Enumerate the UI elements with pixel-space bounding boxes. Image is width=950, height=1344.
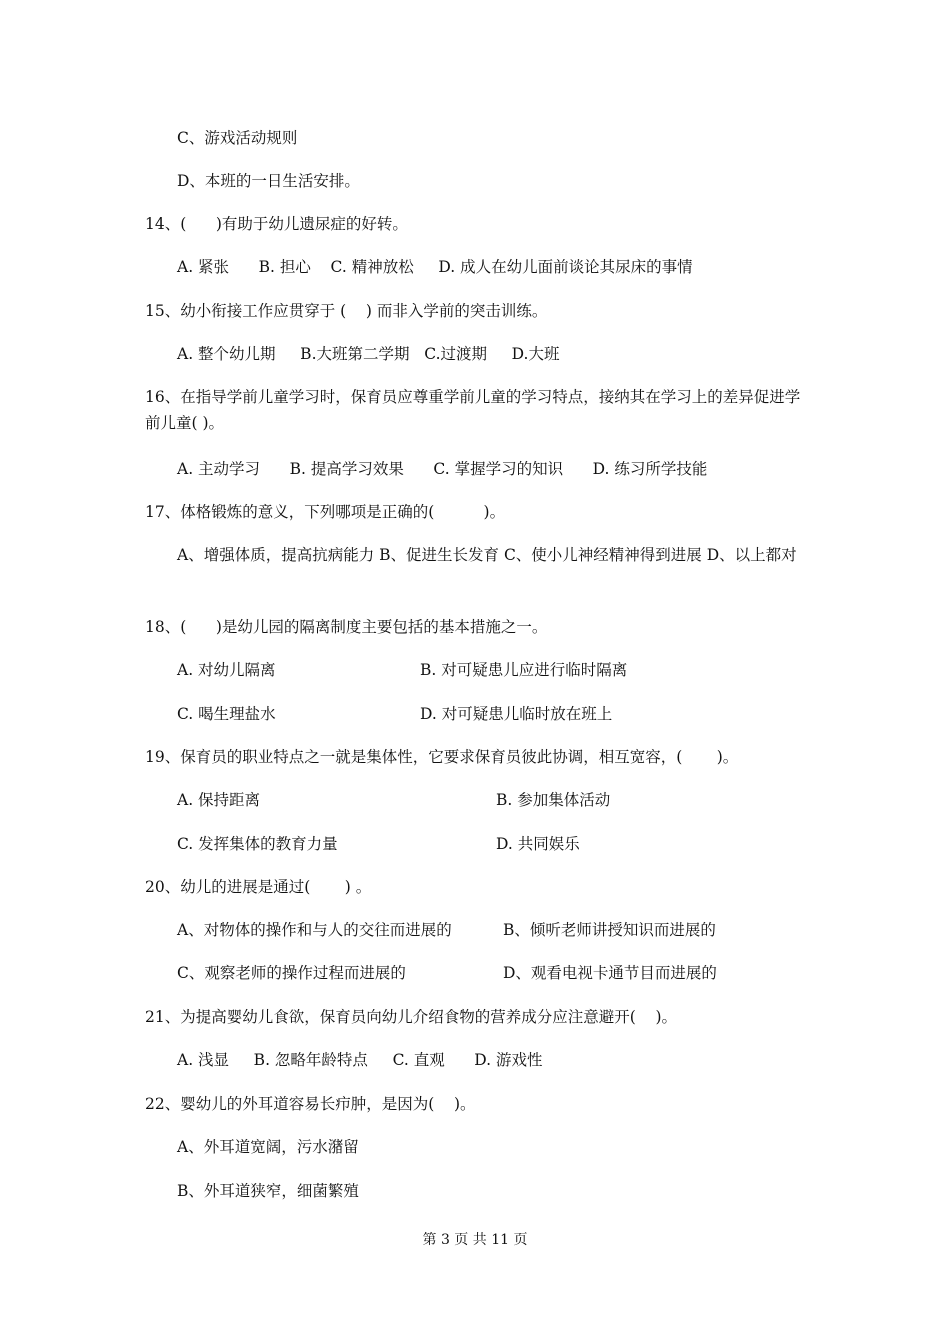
question-18-option-c: C. 喝生理盐水 [177,705,276,723]
option-c-line: C、游戏活动规则 [177,129,298,147]
question-15-options: A. 整个幼儿期 B.大班第二学期 C.过渡期 D.大班 [177,345,560,363]
question-14-options: A. 紧张 B. 担心 C. 精神放松 D. 成人在幼儿面前谈论其尿床的事情 [177,258,693,276]
question-17-options: A、增强体质，提高抗病能力 B、促进生长发育 C、使小儿神经精神得到进展 D、以上都对 [177,546,797,564]
question-22: 22、婴幼儿的外耳道容易长疖肿，是因为( )。 [145,1095,476,1113]
question-19-option-b: B. 参加集体活动 [496,791,611,809]
question-19-option-d: D. 共同娱乐 [496,835,580,853]
question-21-options: A. 浅显 B. 忽略年龄特点 C. 直观 D. 游戏性 [177,1051,543,1069]
page-footer: 第 3 页 共 11 页 [422,1232,528,1248]
question-18-option-b: B. 对可疑患儿应进行临时隔离 [420,661,628,679]
question-18: 18、( )是幼儿园的隔离制度主要包括的基本措施之一。 [145,618,548,636]
question-18-option-d: D. 对可疑患儿临时放在班上 [420,705,613,723]
question-14: 14、( )有助于幼儿遗尿症的好转。 [145,215,408,233]
question-17: 17、体格锻炼的意义，下列哪项是正确的( )。 [145,503,506,521]
question-18-option-a: A. 对幼儿隔离 [177,661,276,679]
question-19: 19、保育员的职业特点之一就是集体性，它要求保育员彼此协调，相互宽容，( )。 [145,748,739,766]
question-20-option-b: B、倾听老师讲授知识而进展的 [503,921,716,939]
option-d-line: D、本班的一日生活安排。 [177,172,360,190]
question-16: 16、在指导学前儿童学习时，保育员应尊重学前儿童的学习特点，接纳其在学习上的差异促进学前儿童( )。 [145,388,801,432]
question-20-option-c: C、观察老师的操作过程而进展的 [177,964,406,982]
question-19-option-c: C. 发挥集体的教育力量 [177,835,338,853]
question-21: 21、为提高婴幼儿食欲，保育员向幼儿介绍食物的营养成分应注意避开( )。 [145,1008,678,1026]
question-20: 20、幼儿的进展是通过( ) 。 [145,878,372,896]
question-19-option-a: A. 保持距离 [177,791,261,809]
question-16-options: A. 主动学习 B. 提高学习效果 C. 掌握学习的知识 D. 练习所学技能 [177,460,708,478]
question-15: 15、幼小衔接工作应贯穿于 ( ) 而非入学前的突击训练。 [145,302,548,320]
question-22-option-a: A、外耳道宽阔，污水潴留 [177,1138,359,1156]
question-20-option-d: D、观看电视卡通节目而进展的 [503,964,717,982]
question-22-option-b: B、外耳道狭窄，细菌繁殖 [177,1182,359,1200]
question-20-option-a: A、对物体的操作和与人的交往而进展的 [177,921,452,939]
